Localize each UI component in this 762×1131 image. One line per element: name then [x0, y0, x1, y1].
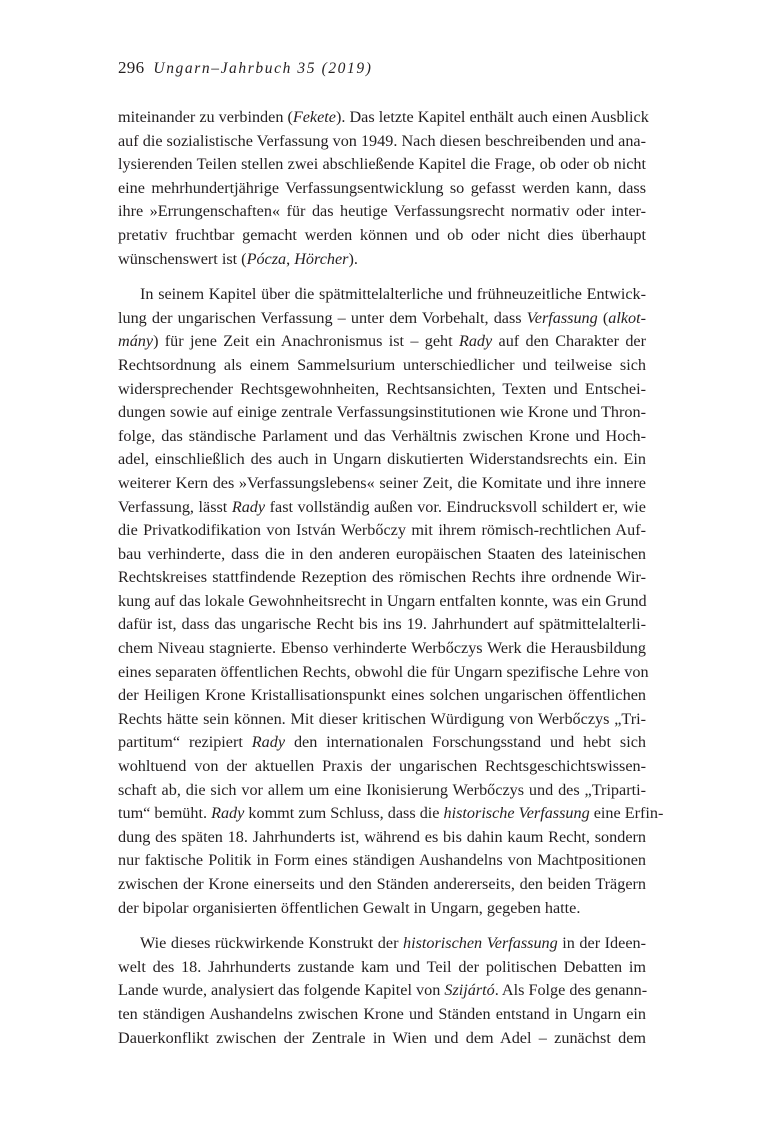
- text-line: [118, 684, 646, 708]
- text-run: Rechts hätte sein können. Mit dieser kritischen Würdigung von Werbőczys „Tri-: [118, 709, 646, 728]
- text-run: zwischen der Krone einerseits und den Ständen andererseits, den beiden Trägern: [118, 875, 646, 893]
- text-run: dung des späten 18. Jahrhunderts ist, während es bis dahin kaum Recht, sondern: [118, 827, 646, 846]
- text-run: adel, einschließlich des auch in Ungarn diskutierten Widerstandsrechts ein. Ein: [118, 450, 646, 469]
- text-line: [118, 543, 646, 567]
- text-run: Lande wurde, analysiert das folgende Kapitel von: [118, 981, 445, 1000]
- paragraph: [118, 932, 646, 1050]
- text-run: (: [597, 308, 609, 327]
- text-line: [118, 566, 646, 590]
- text-line: [118, 200, 646, 224]
- text-run: Dauerkonflikt zwischen der Zentrale in Wien und dem Adel – zunächst dem: [118, 1028, 646, 1047]
- text-line: [118, 708, 646, 732]
- text-line: [118, 401, 646, 425]
- text-run: wünschenswert ist (: [118, 249, 247, 268]
- text-run: Verfassung, lässt: [118, 497, 232, 516]
- paragraph: [118, 106, 649, 271]
- italic-text: Rady: [231, 497, 266, 516]
- text-line: [118, 519, 646, 543]
- italic-text: mány: [118, 332, 154, 351]
- text-run: wohltuend von der aktuellen Praxis der ungarischen Rechtsgeschichtswissen-: [118, 757, 646, 776]
- text-run: den internationalen Forschungsstand und hebt sich: [285, 733, 647, 752]
- running-head: Ungarn–Jahrbuch 35 (2019): [153, 60, 373, 77]
- text-run: partitum“ rezipiert: [118, 733, 252, 752]
- text-line: [118, 932, 646, 956]
- text-run: der Heiligen Krone Kristallisationspunkt eines solchen ungarischen öffentlichen: [118, 686, 646, 705]
- text-run: ,: [286, 249, 295, 268]
- italic-text: Szijártó: [444, 981, 495, 1000]
- text-line: [118, 897, 646, 921]
- text-run: die Privatkodifikation von István Werbőczy mit ihrem römisch-rechtlichen Auf-: [118, 521, 646, 540]
- text-line: [118, 448, 646, 472]
- text-run: ihre »Errungenschaften« für das heutige Verfassungsrecht normativ oder inter-: [118, 202, 646, 221]
- text-run: lysierenden Teilen stellen zwei abschließende Kapitel die Frage, ob oder ob nicht: [118, 155, 646, 174]
- text-line: [118, 1003, 646, 1027]
- text-line: [118, 153, 646, 177]
- text-run: eine Erfin-: [589, 804, 664, 823]
- text-run: bau verhinderte, dass die in den anderen europäischen Staaten des lateinischen: [118, 544, 646, 563]
- text-line: [118, 637, 646, 661]
- text-line: [118, 354, 646, 378]
- text-run: nur faktische Politik in Form eines ständigen Aushandelns von Machtpositionen: [118, 851, 646, 870]
- text-run: fast vollständig außen vor. Eindrucksvoll schildert er, wie: [265, 497, 646, 516]
- paragraph: [118, 283, 664, 920]
- text-run: tum“ bemüht.: [118, 804, 212, 823]
- italic-text: Verfassung: [526, 308, 598, 327]
- text-line: [118, 224, 646, 248]
- text-run: der bipolar organisierten öffentlichen Gewalt in Ungarn, gegeben hatte.: [118, 898, 581, 917]
- text-run: welt des 18. Jahrhunderts zustande kam und Teil der politischen Debatten im: [118, 957, 646, 976]
- text-run: kung auf das lokale Gewohnheitsrecht in Ungarn entfalten konnte, was ein Grund: [118, 591, 647, 610]
- text-run: schaft ab, die sich vor allem um eine Ikonisierung Werbőczys und des „Triparti-: [118, 780, 646, 799]
- text-line: [118, 378, 646, 402]
- text-line: [118, 248, 646, 272]
- text-line: [118, 177, 646, 201]
- text-line: [118, 826, 646, 850]
- paragraph-gap: [118, 271, 646, 283]
- text-run: weiterer Kern des »Verfassungslebens« seiner Zeit, die Komitate und ihre innere: [118, 473, 646, 492]
- text-run: in der Ideen-: [557, 934, 646, 953]
- italic-text: alkot-: [608, 308, 646, 327]
- text-line: [118, 590, 646, 614]
- text-line: [118, 330, 646, 354]
- italic-text: Fekete: [292, 108, 336, 126]
- text-run: auf den Charakter der: [492, 332, 646, 351]
- text-body: [118, 106, 664, 1050]
- text-line: [118, 496, 646, 520]
- text-run: chem Niveau stagnierte. Ebenso verhinderte Werbőczys Werk die Herausbildung: [118, 639, 646, 658]
- italic-text: Hörcher: [294, 249, 349, 268]
- text-run: Wie dieses rückwirkende Konstrukt der: [140, 934, 404, 953]
- text-line: [118, 755, 646, 779]
- text-run: eines separaten öffentlichen Rechts, obwohl die für Ungarn spezifische Lehre von: [118, 662, 649, 681]
- page-header: [118, 58, 373, 78]
- text-line: [118, 307, 646, 331]
- text-line: [118, 1027, 646, 1051]
- text-run: dungen sowie auf einige zentrale Verfassungsinstitutionen wie Krone und Thron-: [118, 403, 646, 422]
- text-run: ).: [348, 249, 358, 268]
- text-run: folge, das ständische Parlament und das Verhältnis zwischen Krone und Hoch-: [118, 426, 646, 445]
- text-run: In seinem Kapitel über die spätmittelalterliche und frühneuzeitliche Entwick-: [140, 285, 646, 304]
- text-line: [118, 613, 646, 637]
- text-run: miteinander zu verbinden (: [118, 108, 293, 126]
- text-line: [118, 472, 646, 496]
- text-run: auf die sozialistische Verfassung von 1949. Nach diesen beschreibenden und ana-: [118, 131, 646, 150]
- paragraph-gap: [118, 920, 646, 932]
- italic-text: historischen Verfassung: [403, 934, 558, 953]
- text-line: [118, 956, 646, 980]
- text-run: dafür ist, dass das ungarische Recht bis ins 19. Jahrhundert auf spätmittelalterli-: [118, 615, 646, 634]
- text-line: [118, 283, 646, 307]
- text-run: ten ständigen Aushandelns zwischen Krone und Ständen entstand in Ungarn ein: [118, 1004, 646, 1023]
- italic-text: Rady: [211, 804, 245, 823]
- text-run: lung der ungarischen Verfassung – unter dem Vorbehalt, dass: [118, 308, 527, 327]
- text-line: [118, 849, 646, 873]
- text-line: [118, 802, 664, 826]
- text-run: widersprechender Rechtsgewohnheiten, Rechtsansichten, Texten und Entschei-: [118, 379, 646, 398]
- text-run: Rechtskreises stattfindende Rezeption des römischen Rechts ihre ordnende Wir-: [118, 568, 646, 587]
- text-line: [118, 873, 646, 897]
- text-run: kommt zum Schluss, dass die: [244, 804, 444, 823]
- text-run: eine mehrhundertjährige Verfassungsentwicklung so gefasst werden kann, dass: [118, 178, 646, 197]
- italic-text: Pócza: [246, 249, 287, 268]
- text-line: [118, 979, 646, 1003]
- text-line: [118, 425, 646, 449]
- text-run: . Als Folge des genann-: [494, 981, 648, 1000]
- text-run: Rechtsordnung als einem Sammelsurium unterschiedlicher und teilweise sich: [118, 355, 646, 374]
- text-line: [118, 779, 646, 803]
- text-line: [118, 130, 646, 154]
- text-line: [118, 661, 649, 685]
- text-line: [118, 106, 649, 130]
- page-number: 296: [118, 58, 145, 77]
- italic-text: historische Verfassung: [443, 804, 590, 823]
- text-run: pretativ fruchtbar gemacht werden können und ob oder nicht dies überhaupt: [118, 225, 646, 244]
- italic-text: Rady: [251, 733, 286, 752]
- text-line: [118, 731, 646, 755]
- text-run: ). Das letzte Kapitel enthält auch einen Ausblick: [335, 108, 649, 126]
- italic-text: Rady: [458, 332, 493, 351]
- text-run: ) für jene Zeit ein Anachronismus ist – geht: [153, 332, 459, 351]
